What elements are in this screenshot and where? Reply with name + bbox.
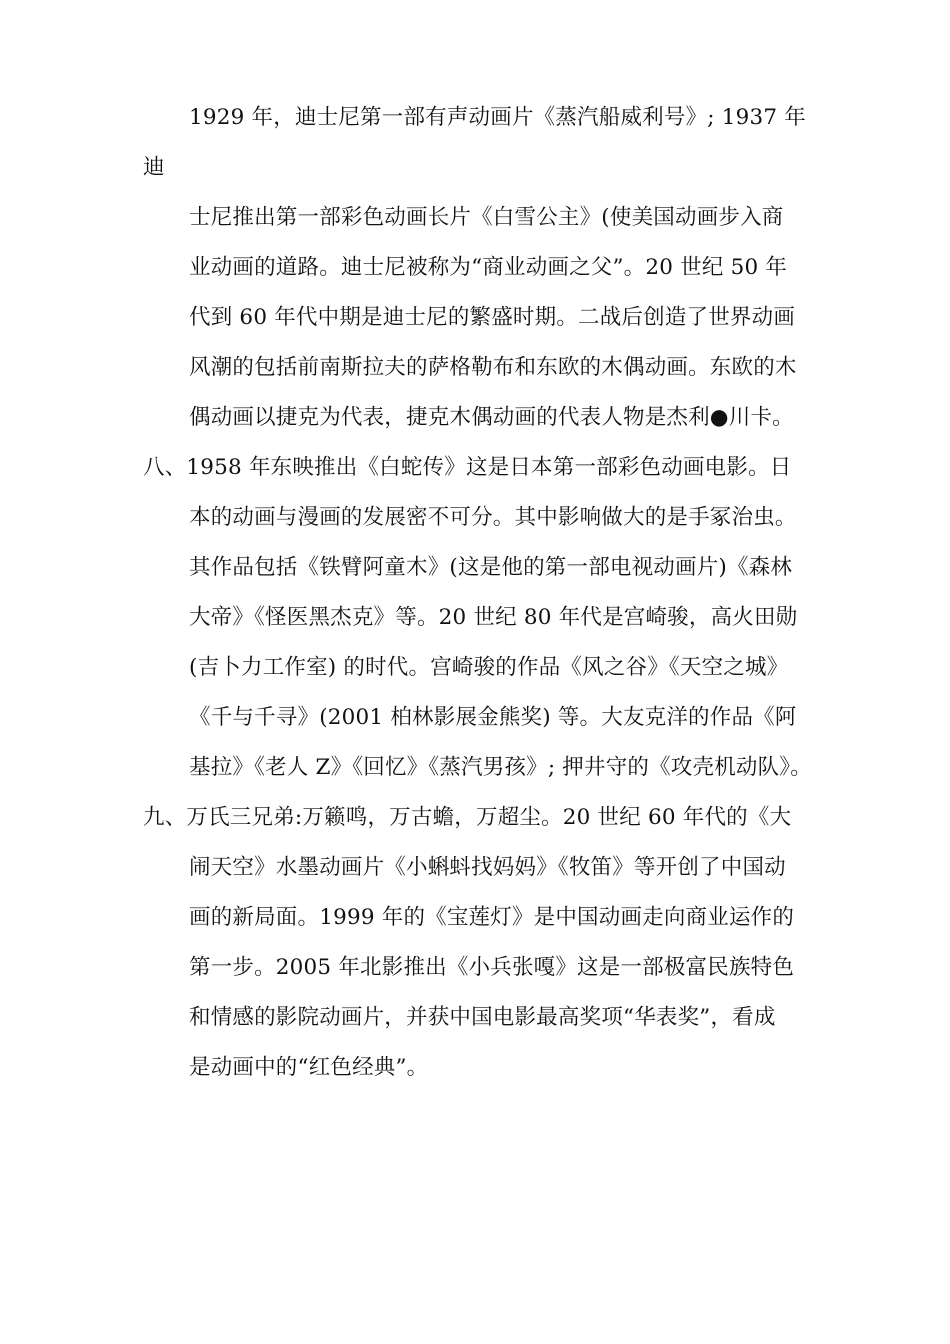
text-line-6: 风潮的包括前南斯拉夫的萨格勒布和东欧的木偶动画。东欧的木 xyxy=(189,355,797,380)
text-line-2: 迪 xyxy=(143,155,165,180)
text-line-8: 八、1958 年东映推出《白蛇传》这是日本第一部彩色动画电影。日 xyxy=(143,455,792,480)
text-line-19: 和情感的影院动画片，并获中国电影最高奖项“华表奖”，看成 xyxy=(189,1005,776,1030)
text-line-11: 大帝》《怪医黑杰克》等。20 世纪 80 年代是宫崎骏，高火田勋 xyxy=(189,605,798,630)
text-line-1: 1929 年，迪士尼第一部有声动画片《蒸汽船威利号》; 1937 年 xyxy=(189,105,806,130)
text-line-12: (吉卜力工作室) 的时代。宫崎骏的作品《风之谷》《天空之城》 xyxy=(189,655,789,680)
text-line-18: 第一步。2005 年北影推出《小兵张嘎》这是一部极富民族特色 xyxy=(189,955,795,980)
text-line-17: 画的新局面。1999 年的《宝莲灯》是中国动画走向商业运作的 xyxy=(189,905,795,930)
text-line-7: 偶动画以捷克为代表，捷克木偶动画的代表人物是杰利●川卡。 xyxy=(189,405,794,430)
text-line-16: 闹天空》水墨动画片《小蝌蚪找妈妈》《牧笛》等开创了中国动 xyxy=(189,855,786,880)
text-line-9: 本的动画与漫画的发展密不可分。其中影响做大的是手冢治虫。 xyxy=(189,505,797,530)
text-line-15: 九、万氏三兄弟:万籁鸣，万古蟾，万超尘。20 世纪 60 年代的《大 xyxy=(143,805,792,830)
text-line-3: 士尼推出第一部彩色动画长片《白雪公主》(使美国动画步入商 xyxy=(189,205,784,230)
text-line-13: 《千与千寻》(2001 柏林影展金熊奖) 等。大友克洋的作品《阿 xyxy=(189,705,797,730)
text-line-20: 是动画中的“红色经典”。 xyxy=(189,1055,429,1080)
text-line-5: 代到 60 年代中期是迪士尼的繁盛时期。二战后创造了世界动画 xyxy=(189,305,796,330)
text-line-4: 业动画的道路。迪士尼被称为“商业动画之父”。20 世纪 50 年 xyxy=(189,255,788,280)
text-line-10: 其作品包括《铁臂阿童木》(这是他的第一部电视动画片)《森林 xyxy=(189,555,793,580)
text-line-14: 基拉》《老人 Z》《回忆》《蒸汽男孩》; 押井守的《攻壳机动队》。 xyxy=(189,755,812,780)
